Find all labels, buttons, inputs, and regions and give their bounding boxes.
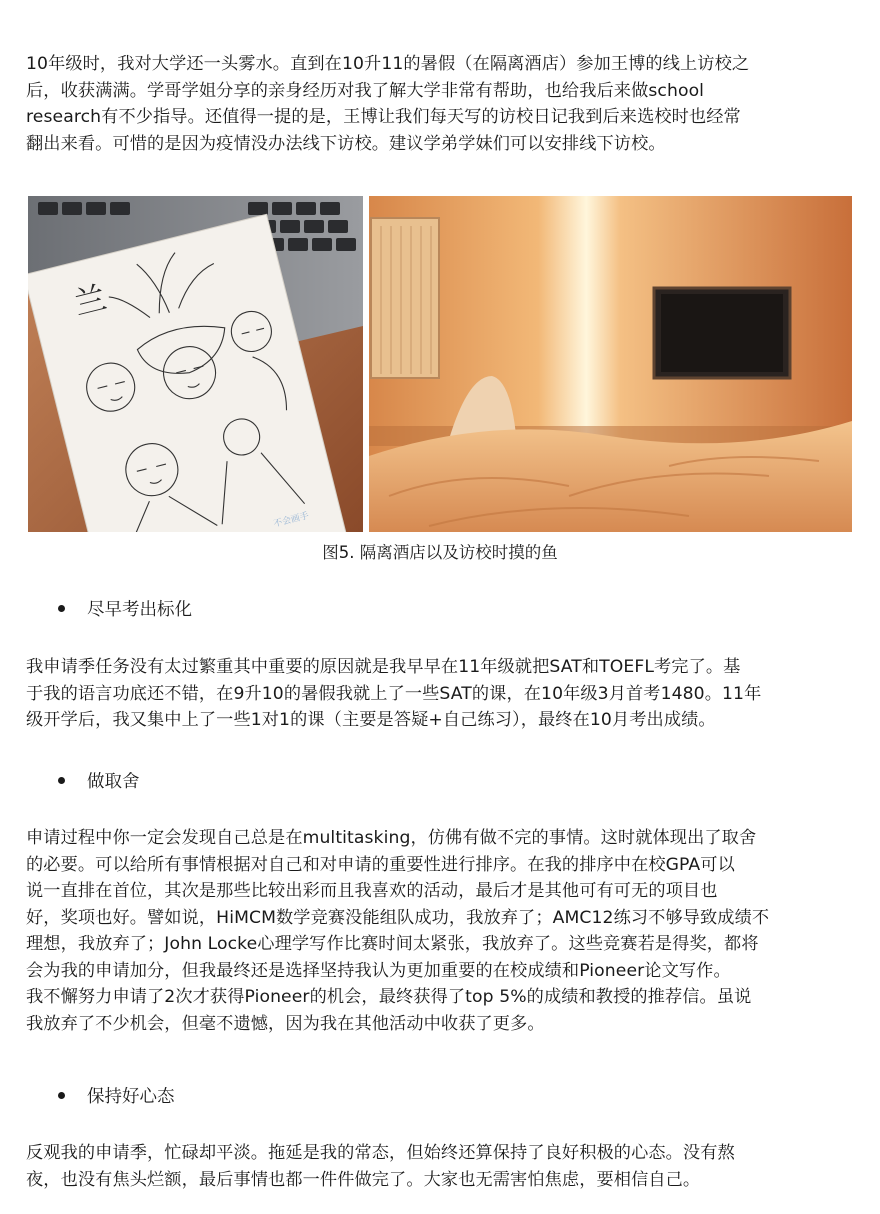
- hotel-room-photo: [369, 196, 852, 532]
- intro-line: 后，收获满满。学哥学姐分享的亲身经历对我了解大学非常有帮助，也给我后来做school: [26, 80, 705, 101]
- bullet-icon: [58, 777, 65, 784]
- paragraph-line: 我申请季任务没有太过繁重其中重要的原因就是我早早在11年级就把SAT和TOEFL考完了。基: [26, 657, 741, 677]
- paragraph-line: 会为我的申请加分，但我最终还是选择坚持我认为更加重要的在校成绩和Pioneer论文写作。: [26, 960, 731, 981]
- section-paragraph: [26, 1140, 868, 1193]
- intro-line: 10年级时，我对大学还一头雾水。直到在10升11的暑假（在隔离酒店）参加王博的线上访校之: [26, 54, 750, 74]
- paragraph-line: 于我的语言功底还不错，在9升10的暑假我就上了一些SAT的课，在10年级3月首考1480。11年: [26, 683, 762, 704]
- intro-line: 翻出来看。可惜的是因为疫情没办法线下访校。建议学弟学妹们可以安排线下访校。: [26, 133, 666, 154]
- section-heading-text: 做取舍: [87, 772, 140, 792]
- bullet-icon: [58, 1092, 65, 1099]
- figure-caption: 图5. 隔离酒店以及访校时摸的鱼: [322, 543, 558, 562]
- section-paragraph: [26, 825, 868, 1037]
- intro-line: research有不少指导。还值得一提的是，王博让我们每天写的访校日记我到后来选校时也经常: [26, 107, 741, 127]
- notebook-title: 兰: [70, 278, 111, 323]
- intro-paragraph: [26, 51, 868, 157]
- paragraph-line: 夜，也没有焦头烂额，最后事情也都一件件做完了。大家也无需害怕焦虑，要相信自己。: [26, 1169, 701, 1190]
- paragraph-line: 级开学后，我又集中上了一些1对1的课（主要是答疑+自己练习），最终在10月考出成绩。: [26, 710, 716, 730]
- section-heading: [58, 1084, 175, 1110]
- section-heading-text: 保持好心态: [87, 1087, 175, 1107]
- sketchbook-photo: [28, 196, 363, 532]
- section-heading: [58, 769, 140, 795]
- paragraph-line: 的必要。可以给所有事情根据对自己和对申请的重要性进行排序。在我的排序中在校GPA可以: [26, 854, 735, 875]
- paragraph-line: 好，奖项也好。譬如说，HiMCM数学竞赛没能组队成功，我放弃了；AMC12练习不够导致成绩不: [26, 907, 770, 928]
- section-heading: [58, 597, 192, 623]
- watermark: 不会画手: [272, 511, 310, 530]
- section-heading-text: 尽早考出标化: [87, 600, 192, 620]
- paragraph-line: 理想，我放弃了；John Locke心理学写作比赛时间太紧张，我放弃了。这些竞赛若是得奖，都将: [26, 934, 759, 954]
- section-paragraph: [26, 654, 868, 734]
- paragraph-line: 说一直排在首位，其次是那些比较出彩而且我喜欢的活动，最后才是其他可有可无的项目也: [26, 881, 718, 901]
- paragraph-line: 反观我的申请季，忙碌却平淡。拖延是我的常态，但始终还算保持了良好积极的心态。没有熬: [26, 1143, 735, 1163]
- paragraph-line: 我不懈努力申请了2次才获得Pioneer的机会，最终获得了top 5%的成绩和教授的推荐信。虽说: [26, 987, 752, 1007]
- paragraph-line: 我放弃了不少机会，但毫不遗憾，因为我在其他活动中收获了更多。: [26, 1013, 545, 1034]
- paragraph-line: 申请过程中你一定会发现自己总是在multitasking，仿佛有做不完的事情。这时就体现出了取舍: [26, 828, 757, 848]
- bullet-icon: [58, 605, 65, 612]
